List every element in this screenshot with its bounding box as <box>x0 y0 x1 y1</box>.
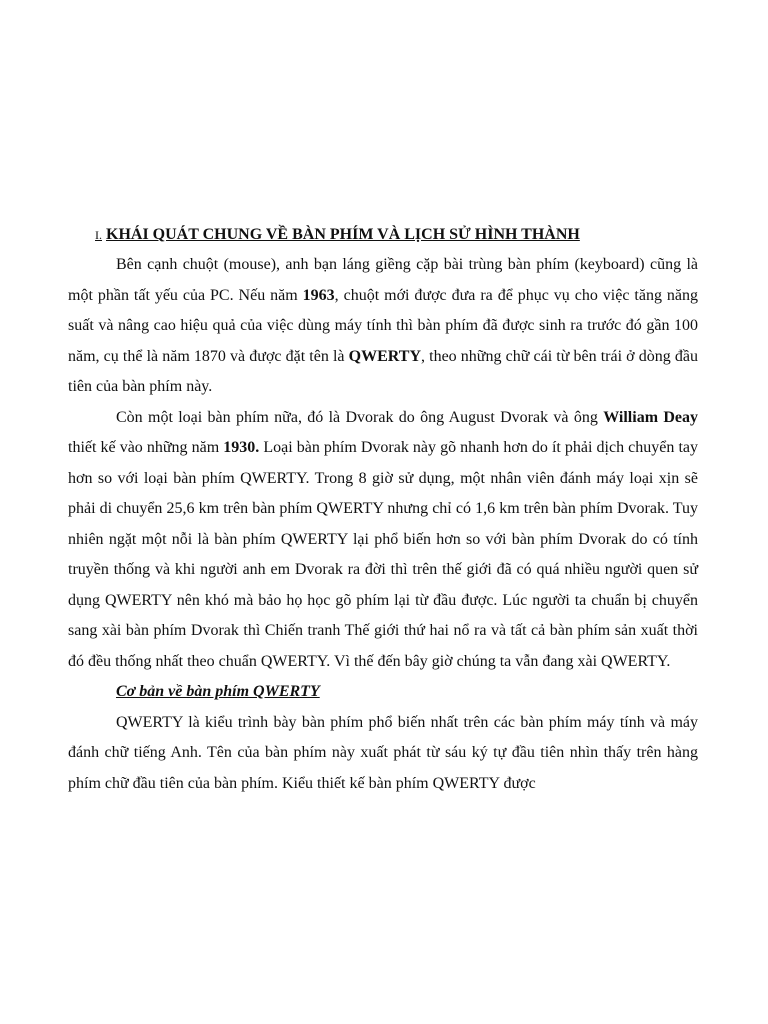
paragraph-dvorak <box>68 403 698 678</box>
paragraph-intro-text-3: , theo những chữ cái từ bên trái ở dòng đầu tiên của bàn phím này. <box>68 347 698 395</box>
paragraph-intro <box>68 250 698 403</box>
william-deay-bold: William Deay <box>603 408 699 426</box>
section-number: I. <box>95 228 102 242</box>
paragraph-intro-text-2: , chuột mới được đưa ra để phục vụ cho việc tăng năng suất và nâng cao hiệu quả của việc dùng máy tính thì bàn phím đã được sinh ra trước đó gần 100 năm, cụ thể là năm 1870 và được đặt tên là <box>68 286 699 365</box>
paragraph-dvorak-text-3: Loại bàn phím Dvorak này gõ nhanh hơn do ít phải dịch chuyển tay hơn so với loại bàn phím QWERTY. Trong 8 giờ sử dụng, một nhân viên đánh máy loại xịn sẽ phải di chuyển 25,6 km trên bàn phím QWERTY nhưng chỉ có 1,6 km trên bàn phím Dvorak. Tuy nhiên ngặt một nỗi là bàn phím QWERTY lại phổ biến hơn so với bàn phím Dvorak do có tính truyền thống và khi người anh em Dvorak ra đời thì trên thế giới đã có quá nhiều người quen sử dụng QWERTY nên khó mà bảo họ học gõ phím lại từ đầu được. Lúc người ta chuẩn bị chuyển sang xài bàn phím Dvorak thì Chiến tranh Thế giới thứ hai nổ ra và tất cả bàn phím sản xuất thời đó đều thống nhất theo chuẩn QWERTY. Vì thế đến bây giờ chúng ta vẫn đang xài QWERTY. <box>68 439 699 670</box>
section-heading <box>68 220 698 250</box>
qwerty-bold: QWERTY <box>348 347 421 365</box>
paragraph-dvorak-text-1: Còn một loại bàn phím nữa, đó là Dvorak do ông August Dvorak và ông <box>116 408 604 426</box>
document-page <box>68 220 698 799</box>
subheading-qwerty: Cơ bản về bàn phím QWERTY <box>116 683 320 700</box>
paragraph-qwerty: QWERTY là kiểu trình bày bàn phím phổ biến nhất trên các bàn phím máy tính và máy đánh chữ tiếng Anh. Tên của bàn phím này xuất phát từ sáu ký tự đầu tiên nhìn thấy trên hàng phím chữ đầu tiên của bàn phím. Kiểu thiết kế bàn phím QWERTY được <box>68 713 698 792</box>
paragraph-intro-text-1: Bên cạnh chuột (mouse), anh bạn láng giềng cặp bài trùng bàn phím (keyboard) cũng là một phần tất yếu của PC. Nếu năm <box>68 256 698 304</box>
year-1963: 1963 <box>302 286 335 304</box>
year-1930: 1930. <box>223 439 260 456</box>
paragraph-dvorak-text-2: thiết kế vào những năm <box>68 439 224 456</box>
section-title: KHÁI QUÁT CHUNG VỀ BÀN PHÍM VÀ LỊCH SỬ HÌNH THÀNH <box>106 226 580 243</box>
